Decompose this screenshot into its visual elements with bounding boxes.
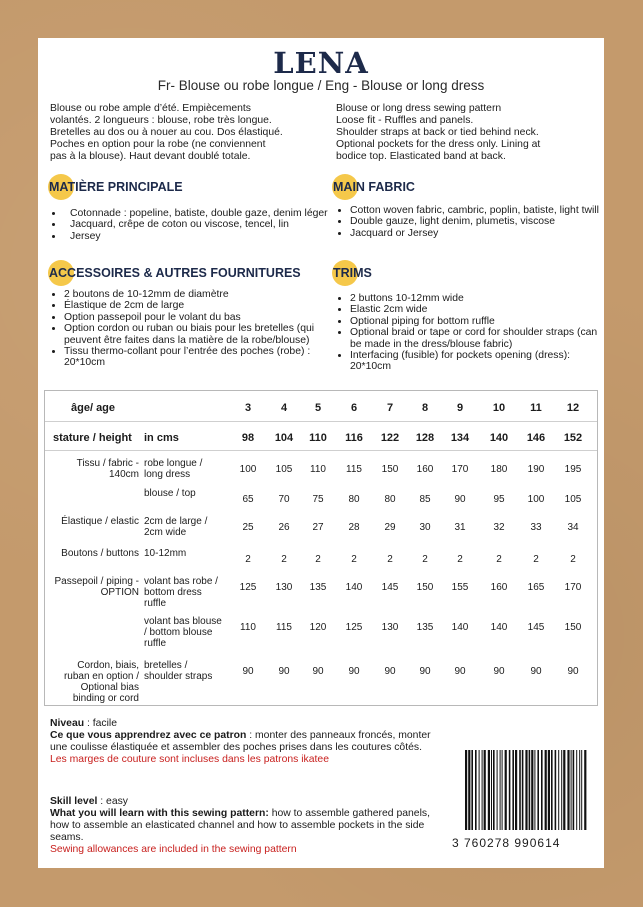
table-cell: 65 [242,494,254,505]
table-cell: 130 [275,582,293,593]
stature-cell: 122 [380,432,400,444]
table-cell: 195 [564,464,582,475]
table-cell: 135 [309,582,327,593]
age-cell: 6 [350,402,358,414]
table-divider [45,450,597,451]
barcode-bar [488,750,490,830]
list-item: • Elastic 2cm wide [350,304,605,315]
table-cell: 30 [419,522,431,533]
barcode-bar [475,750,477,830]
barcode-bar [534,750,535,830]
barcode-bar [584,750,586,830]
sizes-table [44,390,598,706]
barcode-bar [471,750,473,830]
age-cell: 8 [421,402,429,414]
table-cell: 2 [457,554,463,565]
age-cell: 7 [386,402,394,414]
barcode-bar [581,750,582,830]
barcode-bar [522,750,524,830]
list-item: • Interfacing (fusible) for pockets opening (dress): 20*10cm [350,350,605,373]
list-item: • Jacquard or Jersey [350,228,605,239]
table-cell: 100 [527,494,545,505]
table-cell: 125 [239,582,257,593]
table-cell: 130 [381,622,399,633]
list-item: • 2 boutons de 10-12mm de diamètre [64,289,326,300]
intro-fr-line: Bretelles au dos ou à nouer au cou. Dos élastiqué. [50,127,283,138]
age-cell: 9 [456,402,464,414]
info-en [50,796,440,856]
intro-en [336,103,598,163]
table-stature-label: stature / height [53,432,132,444]
pattern-title: LENA [273,46,369,80]
list-item: • Option cordon ou ruban ou biais pour les bretelles (qui peuvent être faites dans la matière de la robe/blouse) [64,323,326,346]
table-cell: 31 [454,522,466,533]
table-cell: 170 [451,464,469,475]
trims-en-list [336,293,605,373]
table-row-label: Passepoil / piping - OPTION [54,576,139,598]
age-cell: 4 [280,402,288,414]
pattern-subtitle: Fr- Blouse ou robe longue / Eng - Blouse or long dress [157,78,485,93]
trims-fr-list [50,289,326,369]
stature-cell: 104 [274,432,294,444]
table-cell: 80 [348,494,360,505]
table-cell: 2 [315,554,321,565]
intro-fr-line: Poches en option pour la robe (ne conviennent [50,139,266,150]
age-cell: 11 [530,402,542,414]
barcode-bar [548,750,550,830]
barcode-bar [502,750,503,830]
table-cell: 90 [384,666,396,677]
barcode-bar [509,750,511,830]
table-cell: 90 [493,666,505,677]
table-cell: 90 [348,666,360,677]
barcode-bar [558,750,559,830]
table-cell: 100 [239,464,257,475]
table-cell: 90 [312,666,324,677]
barcode-bar [484,750,486,830]
table-cell: 115 [346,464,362,475]
table-cell: 29 [384,522,396,533]
age-cell: 12 [566,402,580,414]
barcode-bar [561,750,562,830]
barcode-bar [573,750,575,830]
table-cell: 145 [527,622,545,633]
table-cell: 150 [381,464,399,475]
table-cell: 33 [530,522,542,533]
learn-fr: Ce que vous apprendrez avec ce patron : monter des panneaux froncés, monter une coulisse élastiquée et assembler des poches prises dans les coutures côtés. [50,730,431,753]
list-item: • Optional piping for bottom ruffle [350,316,605,327]
table-cell: 120 [309,622,327,633]
table-cell: 110 [310,464,326,475]
barcode-bar [551,750,553,830]
table-cell: 105 [275,464,293,475]
barcode-bar [541,750,543,830]
fabric-fr-list [50,208,339,242]
barcode-bar [515,750,517,830]
table-cell: 135 [416,622,434,633]
table-cell: 85 [419,494,431,505]
barcode-bar [525,750,527,830]
table-cell: 2 [570,554,576,565]
table-cell: 27 [312,522,324,533]
list-item: • Cotton woven fabric, cambric, poplin, batiste, light twill [350,205,605,216]
table-cell: 160 [416,464,434,475]
table-row-sublabel: 10-12mm [144,548,187,559]
intro-en-line: bodice top. Elasticated band at back. [336,151,506,162]
table-row-label: Élastique / elastic [61,516,139,527]
table-cell: 2 [422,554,428,565]
table-row-sublabel: volant bas blouse / bottom blouse ruffle [144,616,222,649]
table-cell: 90 [567,666,579,677]
barcode-bar [576,750,577,830]
seam-allowance-fr: Les marges de couture sont incluses dans les patrons ikatee [50,754,329,765]
intro-fr-line: volantés. 2 longueurs : blouse, robe très longue. [50,115,272,126]
table-cell: 32 [493,522,505,533]
table-cell: 105 [564,494,582,505]
table-stature-unit: in cms [144,432,179,444]
list-item: • Cotonnade : popeline, batiste, double gaze, denim léger [64,208,339,219]
table-cell: 70 [278,494,290,505]
barcode-bar [512,750,514,830]
stature-cell: 116 [345,432,363,444]
table-cell: 90 [454,494,466,505]
table-divider [45,421,597,422]
table-age-label: âge/ age [71,402,116,414]
table-row-sublabel: blouse / top [144,488,196,499]
barcode-bar [537,750,539,830]
barcode-bar [493,750,495,830]
table-cell: 150 [416,582,434,593]
table-cell: 150 [564,622,582,633]
table-cell: 170 [564,582,582,593]
stature-cell: 98 [241,432,255,444]
learn-en: What you will learn with this sewing pattern: how to assemble gathered panels, how to assemble an elasticated channel and how to assemble pockets in the side seams. [50,808,430,843]
table-cell: 34 [567,522,579,533]
table-row-sublabel: robe longue / long dress [144,458,203,480]
table-cell: 90 [530,666,542,677]
barcode-bar [545,750,547,830]
intro-en-line: Blouse or long dress sewing pattern [336,103,502,114]
table-cell: 26 [278,522,290,533]
list-item: • Jacquard, crêpe de coton ou viscose, tencel, lin [64,219,339,230]
table-cell: 110 [240,622,256,633]
table-cell: 165 [527,582,545,593]
table-cell: 140 [451,622,469,633]
table-cell: 140 [490,622,508,633]
table-cell: 145 [381,582,399,593]
table-cell: 2 [533,554,539,565]
table-cell: 160 [490,582,508,593]
stature-cell: 152 [563,432,583,444]
barcode-bar [465,750,467,830]
list-item: • Double gauze, light denim, plumetis, viscose [350,216,605,227]
level-en: Skill level : easy [50,796,128,807]
stature-cell: 134 [450,432,470,444]
table-cell: 115 [276,622,292,633]
list-item: • 2 buttons 10-12mm wide [350,293,605,304]
barcode-bar [482,750,483,830]
level-fr: Niveau : facile [50,718,117,729]
barcode-bar [519,750,521,830]
barcode-bar [497,750,498,830]
barcode-bar [468,750,470,830]
table-cell: 28 [348,522,360,533]
table-row-label: Cordon, biais, ruban en option / Optional bias binding or cord [63,660,139,704]
barcode-bar [567,750,569,830]
table-cell: 90 [454,666,466,677]
table-cell: 90 [278,666,290,677]
table-cell: 80 [384,494,396,505]
table-row-sublabel: bretelles / shoulder straps [144,660,213,682]
barcode-bar [579,750,580,830]
barcode-bar [505,750,507,830]
table-cell: 2 [281,554,287,565]
table-cell: 2 [351,554,357,565]
info-fr [50,718,440,766]
intro-en-line: Loose fit - Ruffles and panels. [336,115,474,126]
intro-fr-line: Blouse ou robe ample d’été. Empiècements [50,103,251,114]
seam-allowance-en: Sewing allowances are included in the sewing pattern [50,844,297,855]
intro-fr [50,103,335,163]
list-item: • Optional braid or tape or cord for shoulder straps (can be made in the dress/blouse fabric) [350,327,605,350]
table-cell: 2 [387,554,393,565]
stature-cell: 140 [489,432,509,444]
table-row-label: Tissu / fabric - 140cm [76,458,139,480]
barcode-bar [491,750,492,830]
barcode-bar [529,750,531,830]
barcode-bar [500,750,501,830]
barcode-bar [563,750,565,830]
table-cell: 140 [345,582,363,593]
barcode-number: 3 760278 990614 [452,836,561,850]
table-row-sublabel: 2cm de large / 2cm wide [144,516,208,538]
table-cell: 90 [419,666,431,677]
table-cell: 180 [490,464,508,475]
table-cell: 25 [242,522,254,533]
table-cell: 155 [451,582,469,593]
age-cell: 10 [492,402,506,414]
list-item: • Élastique de 2cm de large [64,300,326,311]
age-cell: 5 [314,402,322,414]
barcode-bar [479,750,480,830]
barcode-icon [463,750,591,832]
table-cell: 75 [312,494,324,505]
table-row-sublabel: volant bas robe / bottom dress ruffle [144,576,218,609]
intro-en-line: Optional pockets for the dress only. Lining at [336,139,541,150]
barcode-bar [571,750,572,830]
list-item: • Jersey [64,231,339,242]
table-cell: 95 [493,494,505,505]
fabric-en-list [336,205,605,239]
stature-cell: 128 [415,432,435,444]
intro-en-line: Shoulder straps at back or tied behind neck. [336,127,539,138]
table-row-label: Boutons / buttons [61,548,139,559]
barcode-bar [531,750,533,830]
list-item: • Tissu thermo-collant pour l’entrée des poches (robe) : 20*10cm [64,346,326,369]
table-cell: 2 [245,554,251,565]
table-cell: 125 [345,622,363,633]
table-cell: 190 [527,464,545,475]
stature-cell: 146 [526,432,546,444]
pattern-card: LENA Fr- Blouse ou robe longue / Eng - Blouse or long dress Blouse ou robe ample d’été. Empiècements volantés. 2 longueurs : blouse, robe très longue. Bretelles au dos ou à nouer au cou. Dos élastiqué. Poches en option pour la robe (ne conviennent pas à la blouse). Haut devant doublé totale. Blouse or long dress sewing pattern Loose fit - Ruffles and panels. Shoulder straps at back or tied behind neck. Optional pockets for the dress only. Lining at bodice top. Elasticated band at back. MATIÈRE PRINCIPALE • Cotonnade : popeline, batiste, double gaze, denim léger • Jacquard, crêpe de coton ou viscose, tencel, lin • Jersey MAIN FABRIC • Cotton woven fabric, cambric, poplin, batiste, light twill • Double gauze, light denim, plumetis, viscose • Jacquard or Jersey ACCESSOIRES & AUTRES FOURNITURES • 2 boutons de 10-12mm de diamètre • Élastique de 2cm de large • Option passepoil pour le volant du bas • Option cordon ou ruban ou biais pour les bretelles (qui peuvent être faites dans la matière de la robe/blouse) • Tissu thermo-collant pour l’entrée des poches (robe) : 20*10cm TRIMS • 2 buttons 10-12mm wide • Elastic 2cm wide • Optional piping for bottom ruffle • Optional braid or tape or cord for shoulder straps (can be made in the dress/blouse fabric) • Interfacing (fusible) for pockets opening (dress): 20*10cm âge/ age stature / height in cms 3 4 5 6 7 8 9 10 11 12 98 104 110 116 122 128 134 140 146 152 Tissu / fabric - 140cm robe longue / long dress 100 105 110 115 150 160 170 180 190 195 blouse / top 65 70 75 80 80 85 90 95 100 105 Élastique / elastic 2cm de large / 2cm wide 25 26 27 28 29 30 31 32 33 34 Boutons / buttons 10-12mm 2 2 2 2 2 2 2 2 2 2 Passepoil / piping - OPTION volant bas robe / bottom dress ruffle 125 130 135 140 145 150 155 160 165 170 volant bas blouse / bottom blouse ruffle 110 115 120 125 130 135 140 140 145 150 Cordon, biais, ruban en option / Optional bias binding or cord bretelles / shoulder straps 90 90 90 90 90 90 90 90 90 90 Niveau : facile Ce que vous apprendrez avec ce patron : monter des panneaux froncés, monter une coulisse élastiquée et assembler des poches prises dans les coutures côtés. Les marges de couture sont incluses dans les patrons ikatee Skill level : easy What you will learn with this sewing pattern: how to assemble gathered panels, how to assemble an elasticated channel and how to assemble pockets in the side seams. Sewing allowances are included in the sewing pattern 3 760278 990614 [38,38,604,868]
table-cell: 2 [496,554,502,565]
list-item: • Option passepoil pour le volant du bas [64,312,326,323]
age-cell: 3 [244,402,252,414]
barcode-bar [555,750,557,830]
table-cell: 90 [242,666,254,677]
stature-cell: 110 [309,432,327,444]
intro-fr-line: pas à la blouse). Haut devant doublé totale. [50,151,251,162]
